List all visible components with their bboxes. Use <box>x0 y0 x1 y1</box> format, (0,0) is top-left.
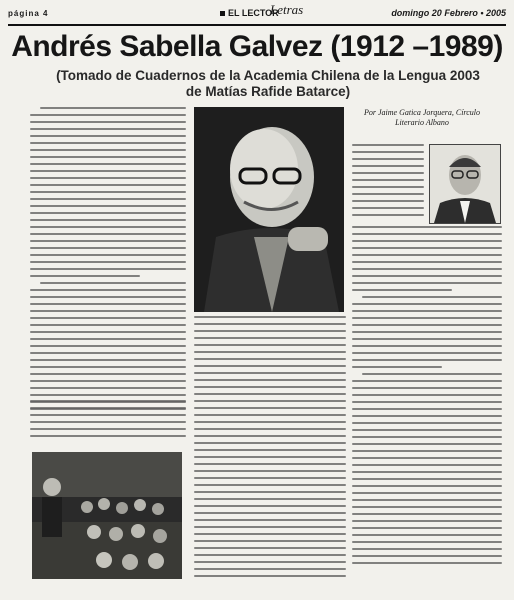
text-column-center <box>194 316 346 586</box>
article-title: Andrés Sabella Galvez (1912 –1989) <box>11 30 503 63</box>
text-column-right <box>352 226 502 582</box>
bullet-icon <box>220 11 225 16</box>
section-label: EL LECTOR <box>228 8 279 18</box>
issue-date: domingo 20 Febrero • 2005 <box>391 8 506 18</box>
photo-andres-sabella <box>194 107 344 312</box>
page-header <box>8 4 506 26</box>
text-column-right-top <box>352 144 424 222</box>
text-column-left-lower <box>30 400 186 448</box>
supplement-logo: Letras <box>270 2 304 17</box>
article-subtitle: (Tomado de Cuadernos de la Academia Chilena de la Lengua 2003 de Matías Rafide Batarce) <box>56 68 480 99</box>
page-number: página 4 <box>8 9 49 18</box>
author-portrait <box>429 144 501 224</box>
author-byline: Por Jaime Gatica Jorquera, Círculo Literario Albano <box>363 108 481 127</box>
text-column-left <box>30 107 186 445</box>
newspaper-page <box>8 4 506 596</box>
photo-audience <box>32 452 182 579</box>
